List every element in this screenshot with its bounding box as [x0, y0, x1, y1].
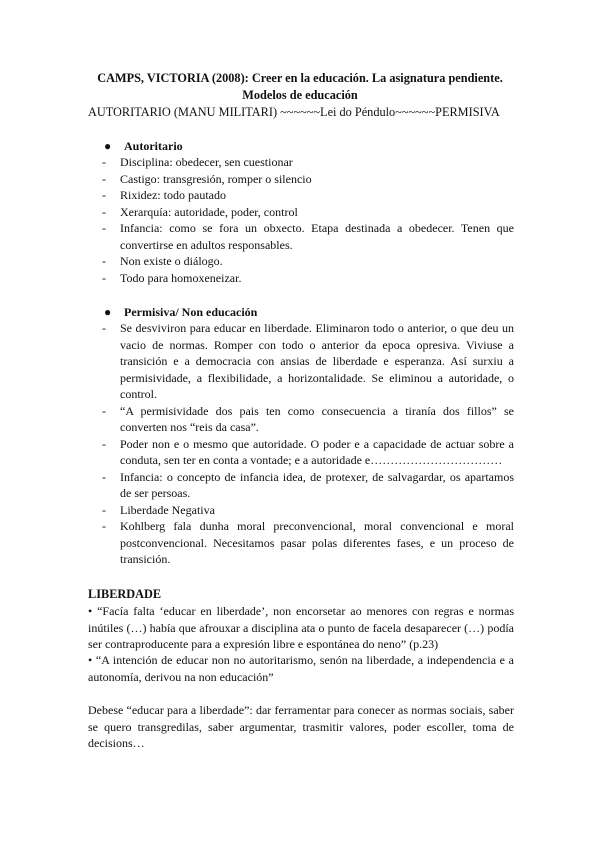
section-heading: Autoritario	[124, 139, 183, 153]
bullet-icon: ●	[104, 305, 112, 319]
list-item: - Infancia: como se fora un obxecto. Etapa destinada a obedecer. Tenen que convertirse en adultos responsables.	[102, 221, 514, 252]
liberdade-heading: LIBERDADE	[88, 587, 162, 601]
autoritario-list	[88, 154, 514, 286]
list-item: - “A permisividade dos pais ten como consecuencia a tiranía dos fillos” se converten nos “reis da casa”.	[102, 403, 514, 434]
document-title: CAMPS, VICTORIA (2008): Creer en la educación. La asignatura pendiente.	[97, 71, 503, 85]
list-item: - Liberdade Negativa	[102, 502, 215, 517]
list-item: - Rixidez: todo pautado	[102, 188, 226, 202]
document-subtitle-title: Modelos de educación	[242, 88, 358, 102]
list-item: - Infancia: o concepto de infancia idea, de protexer, de salvagardar, os apartamos de ser persoas.	[102, 469, 514, 500]
pendulum-line: AUTORITARIO (MANU MILITARI) ~~~~~~Lei do Péndulo~~~~~~PERMISIVA	[88, 105, 500, 119]
list-item: - Todo para homoxeneizar.	[102, 270, 242, 285]
liberdade-quote-2: • “A intención de educar non no autoritarismo, senón na liberdade, a independencia e a autonomía, derivou na non educación”	[88, 653, 514, 684]
bullet-icon: ●	[104, 139, 112, 153]
section-heading: Permisiva/ Non educación	[124, 305, 258, 319]
list-item: - Disciplina: obedecer, sen cuestionar	[102, 155, 293, 169]
list-item: - Kohlberg fala dunha moral preconvencional, moral convencional e moral postconvencional. Necesitamos pasar polas diferentes fases, e un proceso de transición.	[102, 519, 514, 566]
list-item: - Poder non e o mesmo que autoridade. O poder e a capacidade de actuar sobre a conduta, sen ter en conta a vontade; e a autoridade e……………………………	[102, 436, 514, 467]
list-item: - Non existe o diálogo.	[102, 254, 223, 268]
list-item: - Xerarquía: autoridade, poder, control	[102, 204, 298, 219]
liberdade-quote-1: • “Facía falta ‘educar en liberdade’, non encorsetar ao menores con regras e normas inútiles (…) había que afrouxar a disciplina ata o punto de facela desaparecer (…) podía ser contraproducente para a expresión libre e espontánea do neno” (p.23)	[88, 604, 514, 651]
permisiva-list	[88, 320, 514, 568]
liberdade-closing: Debese “educar para a liberdade”: dar ferramentar para conecer as normas sociais, saber se quero transgredilas, saber argumentar, trasmitir valores, poder escoller, toma de decisions…	[88, 703, 514, 750]
list-item: - Se desviviron para educar en liberdade. Eliminaron todo o anterior, o que deu un vacio de normas. Romper con todo o anterior da epoca opresiva. Viviuse a transición e a democracia con ansias de liberdade e esperanza. Así surxiu a permisividade, a flexibilidade, a horizontalidade. Se eliminou a autoridade, o control.	[102, 321, 514, 401]
list-item: - Castigo: transgresión, romper o silencio	[102, 171, 312, 186]
